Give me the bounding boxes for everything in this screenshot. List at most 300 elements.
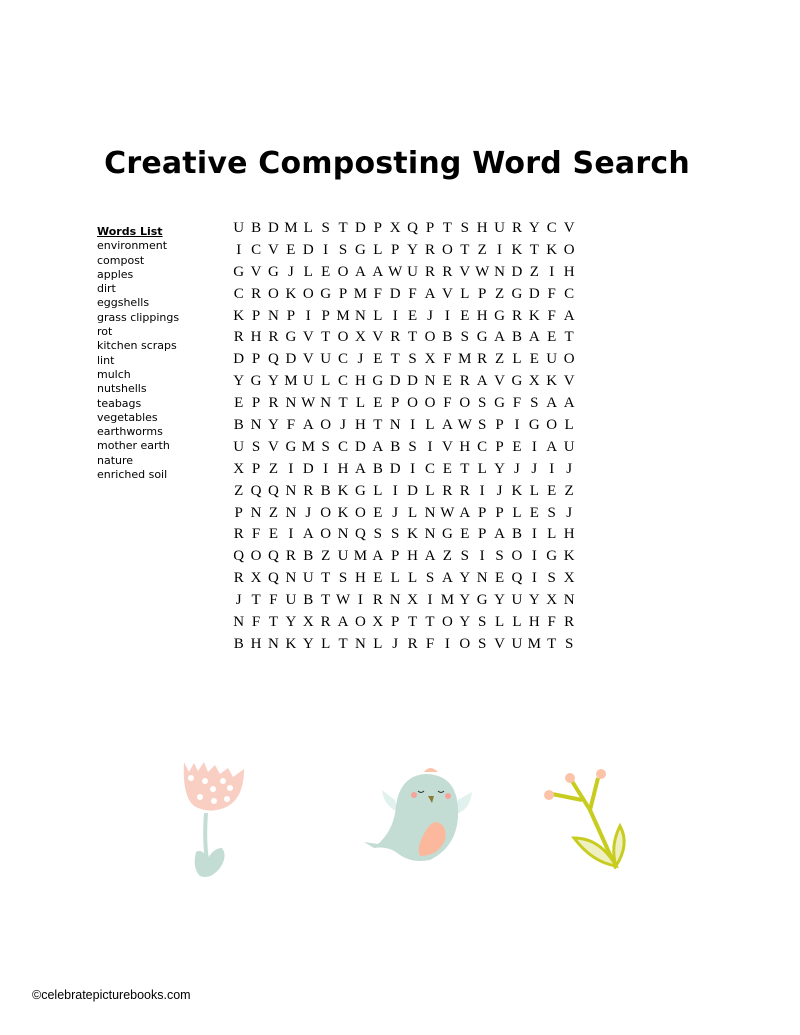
grid-letter: E — [268, 526, 279, 543]
grid-letter: S — [564, 635, 574, 652]
grid-letter: R — [390, 329, 401, 346]
grid-letter: R — [233, 329, 244, 346]
grid-letter: R — [251, 285, 262, 302]
grid-letter: X — [389, 220, 401, 236]
grid-letter: F — [425, 635, 435, 652]
grid-letter: U — [563, 438, 575, 455]
grid-letter: K — [285, 635, 297, 652]
grid-letter: H — [355, 373, 366, 390]
grid-letter: D — [389, 373, 401, 390]
grid-letter: K — [511, 241, 523, 258]
word-list-item: earthworms — [97, 425, 163, 439]
grid-letter: T — [338, 220, 348, 236]
grid-letter: T — [564, 329, 574, 346]
grid-letter: P — [495, 417, 504, 434]
grid-letter: O — [563, 351, 575, 368]
grid-letter: X — [424, 351, 436, 368]
grid-letter: N — [233, 614, 245, 631]
grid-letter: S — [460, 329, 469, 346]
grid-letter: P — [391, 614, 400, 631]
grid-letter: G — [494, 307, 505, 324]
grid-letter: I — [531, 526, 537, 543]
grid-letter: B — [303, 592, 314, 609]
grid-letter: S — [408, 351, 417, 368]
grid-letter: Z — [529, 263, 539, 280]
grid-letter: J — [305, 504, 312, 521]
grid-letter: X — [528, 373, 540, 390]
grid-letter: P — [251, 460, 261, 477]
grid-letter: S — [460, 548, 469, 565]
word-list-item: compost — [97, 253, 145, 267]
grid-letter: A — [546, 438, 558, 455]
word-list-item: lint — [97, 353, 115, 367]
grid-letter: H — [476, 220, 488, 236]
grid-letter: G — [476, 329, 488, 346]
grid-letter: R — [511, 220, 522, 236]
grid-letter: G — [250, 373, 262, 390]
grid-letter: N — [476, 570, 488, 587]
grid-letter: E — [408, 307, 418, 324]
grid-letter: A — [372, 548, 384, 565]
grid-letter: V — [372, 329, 384, 346]
grid-letter: O — [250, 548, 262, 565]
grid-letter: K — [528, 307, 540, 324]
grid-letter: V — [441, 285, 453, 302]
grid-letter: I — [288, 526, 294, 543]
grid-letter: I — [410, 417, 416, 434]
grid-letter: N — [285, 570, 297, 587]
grid-letter: L — [373, 482, 383, 499]
grid-letter: E — [286, 241, 296, 258]
grid-letter: F — [512, 395, 522, 412]
grid-letter: H — [250, 329, 262, 346]
grid-letter: Z — [268, 460, 279, 477]
grid-letter: R — [564, 614, 575, 631]
grid-letter: A — [459, 504, 471, 521]
grid-letter: S — [477, 417, 487, 434]
grid-letter: V — [459, 263, 471, 280]
grid-letter: F — [269, 592, 278, 609]
grid-letter: D — [302, 460, 314, 477]
copyright-footer: ©celebratepicturebooks.com — [32, 988, 191, 1002]
grid-letter: L — [512, 614, 522, 631]
grid-letter: C — [251, 241, 262, 258]
grid-letter: N — [389, 417, 401, 434]
grid-letter: O — [320, 504, 332, 521]
grid-letter: Q — [355, 526, 366, 543]
word-list-item: environment — [97, 239, 168, 253]
grid-letter: S — [477, 614, 487, 631]
grid-letter: U — [233, 220, 245, 236]
grid-letter: W — [301, 395, 316, 412]
grid-letter: Y — [494, 460, 505, 477]
tulip-icon — [184, 762, 244, 877]
grid-letter: Z — [268, 504, 279, 521]
grid-letter: X — [563, 570, 575, 587]
grid-letter: G — [285, 438, 297, 455]
grid-letter: N — [285, 482, 297, 499]
grid-letter: L — [373, 241, 383, 258]
grid-letter: P — [321, 307, 330, 324]
grid-letter: L — [303, 263, 313, 280]
grid-letter: Z — [564, 482, 574, 499]
grid-letter: M — [353, 285, 368, 302]
grid-letter: I — [497, 241, 503, 258]
grid-letter: U — [337, 548, 349, 565]
grid-letter: C — [477, 438, 488, 455]
grid-letter: L — [303, 220, 313, 236]
grid-letter: V — [441, 438, 453, 455]
grid-letter: E — [373, 504, 383, 521]
grid-letter: N — [268, 635, 279, 652]
grid-letter: N — [337, 526, 349, 543]
grid-letter: E — [460, 307, 470, 324]
grid-letter: T — [321, 329, 331, 346]
grid-letter: R — [424, 241, 435, 258]
grid-letter: B — [320, 482, 331, 499]
grid-letter: S — [477, 395, 487, 412]
grid-letter: D — [511, 263, 523, 280]
grid-letter: K — [337, 482, 349, 499]
grid-letter: X — [407, 592, 419, 609]
grid-letter: H — [476, 307, 488, 324]
grid-letter: H — [528, 614, 540, 631]
grid-letter: H — [459, 438, 471, 455]
grid-letter: I — [410, 460, 416, 477]
grid-letter: A — [441, 570, 453, 587]
grid-letter: G — [494, 395, 505, 412]
grid-letter: E — [460, 526, 470, 543]
grid-letter: S — [477, 635, 487, 652]
grid-letter: L — [355, 395, 366, 412]
grid-letter: E — [321, 263, 331, 280]
grid-letter: I — [444, 635, 450, 652]
grid-letter: Q — [268, 548, 279, 565]
grid-letter: V — [250, 263, 262, 280]
grid-letter: U — [494, 220, 505, 236]
grid-letter: T — [373, 417, 383, 434]
word-list-item: eggshells — [97, 296, 150, 310]
grid-letter: K — [546, 373, 558, 390]
word-list-item: mother earth — [97, 439, 170, 453]
grid-letter: X — [546, 592, 558, 609]
grid-letter: R — [459, 482, 470, 499]
grid-letter: T — [321, 570, 331, 587]
grid-letter: Q — [511, 570, 523, 587]
grid-letter: U — [511, 592, 523, 609]
grid-letter: P — [234, 504, 243, 521]
grid-letter: L — [564, 417, 574, 434]
grid-letter: I — [305, 307, 311, 324]
grid-letter: C — [546, 220, 557, 236]
grid-letter: C — [338, 373, 349, 390]
grid-letter: T — [442, 220, 452, 236]
grid-letter: I — [392, 482, 398, 499]
grid-letter: H — [563, 263, 575, 280]
grid-letter: K — [407, 526, 419, 543]
grid-letter: R — [303, 482, 314, 499]
grid-letter: V — [268, 241, 279, 258]
word-list-item: nutshells — [97, 382, 147, 396]
grid-letter: M — [284, 220, 298, 236]
grid-letter: S — [547, 570, 556, 587]
grid-letter: L — [512, 351, 522, 368]
grid-letter: A — [441, 417, 453, 434]
grid-letter: G — [285, 329, 297, 346]
grid-letter: P — [251, 307, 261, 324]
grid-letter: O — [424, 329, 436, 346]
grid-letter: Z — [477, 241, 487, 258]
grid-letter: X — [302, 614, 314, 631]
grid-letter: B — [233, 635, 244, 652]
grid-letter: O — [337, 329, 349, 346]
grid-letter: T — [338, 635, 348, 652]
grid-letter: U — [511, 635, 523, 652]
grid-letter: B — [511, 329, 522, 346]
grid-letter: E — [512, 438, 522, 455]
grid-letter: O — [459, 395, 471, 412]
grid-letter: T — [390, 351, 400, 368]
grid-letter: U — [302, 373, 314, 390]
grid-letter: O — [563, 241, 575, 258]
grid-letter: S — [547, 504, 556, 521]
grid-letter: Y — [459, 592, 471, 609]
grid-letter: T — [460, 460, 470, 477]
grid-letter: B — [511, 526, 522, 543]
grid-letter: G — [528, 417, 540, 434]
grid-letter: D — [285, 351, 297, 368]
grid-letter: E — [442, 460, 452, 477]
grid-letter: L — [390, 570, 400, 587]
sprig-icon — [544, 769, 624, 868]
grid-letter: T — [321, 592, 331, 609]
grid-letter: T — [547, 635, 557, 652]
grid-letter: V — [302, 351, 314, 368]
grid-letter: B — [372, 460, 383, 477]
grid-letter: I — [357, 592, 363, 609]
grid-letter: U — [233, 438, 245, 455]
grid-letter: P — [251, 351, 261, 368]
grid-letter: H — [355, 570, 366, 587]
grid-letter: P — [286, 307, 296, 324]
grid-letter: I — [427, 438, 433, 455]
grid-letter: L — [547, 526, 557, 543]
grid-letter: C — [338, 438, 349, 455]
grid-letter: R — [320, 614, 331, 631]
grid-letter: O — [407, 395, 419, 412]
grid-letter: K — [511, 482, 523, 499]
grid-letter: R — [268, 329, 279, 346]
grid-letter: E — [547, 482, 557, 499]
word-list-item: rot — [97, 325, 113, 339]
grid-letter: C — [564, 285, 575, 302]
word-list-item: grass clippings — [97, 310, 180, 324]
grid-letter: L — [373, 307, 383, 324]
grid-letter: T — [408, 329, 418, 346]
grid-letter: J — [566, 460, 573, 477]
grid-letter: A — [494, 526, 505, 543]
grid-letter: L — [425, 417, 435, 434]
grid-letter: X — [372, 614, 384, 631]
grid-letter: G — [320, 285, 332, 302]
grid-letter: P — [477, 526, 487, 543]
grid-letter: H — [250, 635, 262, 652]
grid-letter: W — [388, 263, 403, 280]
grid-letter: S — [373, 526, 382, 543]
grid-letter: Z — [234, 482, 244, 499]
grid-letter: T — [338, 395, 348, 412]
grid-letter: T — [251, 592, 261, 609]
grid-letter: J — [566, 504, 573, 521]
grid-letter: I — [288, 460, 294, 477]
grid-letter: K — [285, 285, 297, 302]
grid-letter: B — [233, 417, 244, 434]
grid-letter: L — [408, 570, 418, 587]
grid-letter: L — [373, 635, 383, 652]
grid-letter: L — [321, 373, 331, 390]
grid-letter: S — [425, 570, 435, 587]
grid-letter: E — [373, 351, 383, 368]
grid-letter: N — [494, 263, 505, 280]
grid-letter: N — [424, 526, 436, 543]
grid-letter: T — [460, 241, 470, 258]
grid-letter: V — [563, 373, 575, 390]
grid-letter: J — [392, 504, 399, 521]
grid-letter: E — [373, 395, 383, 412]
grid-letter: B — [442, 329, 453, 346]
grid-letter: P — [391, 241, 400, 258]
grid-letter: I — [323, 241, 329, 258]
grid-letter: E — [234, 395, 244, 412]
grid-letter: A — [494, 329, 505, 346]
grid-letter: C — [424, 460, 435, 477]
grid-letter: H — [407, 548, 419, 565]
grid-letter: O — [459, 635, 471, 652]
grid-letter: D — [355, 220, 366, 236]
grid-letter: C — [233, 285, 244, 302]
grid-letter: J — [427, 307, 433, 324]
grid-letter: N — [285, 395, 297, 412]
grid-letter: Y — [494, 592, 505, 609]
grid-letter: C — [338, 351, 349, 368]
grid-letter: F — [443, 395, 452, 412]
page-title: Creative Composting Word Search — [104, 146, 690, 181]
grid-letter: H — [355, 417, 366, 434]
grid-letter: V — [268, 438, 279, 455]
grid-letter: I — [427, 592, 433, 609]
grid-letter: T — [529, 241, 539, 258]
grid-letter: A — [372, 438, 384, 455]
grid-letter: R — [442, 482, 453, 499]
grid-letter: W — [335, 592, 351, 609]
grid-letter: F — [286, 417, 296, 434]
grid-letter: N — [355, 307, 366, 324]
grid-letter: O — [302, 285, 314, 302]
grid-letter: F — [547, 307, 556, 324]
grid-letter: J — [357, 351, 364, 368]
grid-letter: E — [442, 373, 452, 390]
grid-letter: I — [531, 570, 537, 587]
grid-letter: S — [321, 438, 330, 455]
grid-letter: L — [460, 285, 470, 302]
bird-icon — [364, 768, 472, 861]
grid-letter: S — [251, 438, 261, 455]
grid-letter: Y — [459, 570, 471, 587]
grid-letter: P — [338, 285, 348, 302]
grid-letter: J — [235, 592, 242, 609]
grid-letter: I — [479, 548, 485, 565]
grid-letter: N — [320, 395, 332, 412]
grid-letter: F — [251, 614, 261, 631]
grid-letter: A — [424, 285, 436, 302]
grid-letter: P — [477, 285, 487, 302]
grid-letter: Q — [268, 570, 279, 587]
grid-letter: G — [441, 526, 453, 543]
grid-letter: P — [495, 438, 504, 455]
grid-letter: N — [563, 592, 575, 609]
grid-letter: H — [563, 526, 575, 543]
grid-letter: A — [546, 395, 558, 412]
grid-letter: M — [336, 307, 350, 324]
grid-letter: J — [496, 482, 503, 499]
grid-letter: O — [355, 504, 366, 521]
grid-letter: G — [233, 263, 245, 280]
grid-letter: A — [302, 526, 314, 543]
grid-letter: Y — [528, 220, 540, 236]
grid-letter: V — [494, 373, 505, 390]
grid-letter: R — [285, 548, 296, 565]
grid-letter: I — [549, 460, 555, 477]
grid-letter: D — [389, 285, 401, 302]
grid-letter: D — [302, 241, 314, 258]
grid-letter: I — [323, 460, 329, 477]
grid-letter: S — [321, 220, 330, 236]
grid-letter: Z — [494, 285, 505, 302]
grid-letter: P — [251, 395, 261, 412]
grid-letter: F — [547, 285, 556, 302]
grid-letter: E — [494, 570, 505, 587]
grid-letter: O — [546, 417, 558, 434]
grid-letter: Y — [459, 614, 471, 631]
grid-letter: B — [390, 438, 401, 455]
grid-letter: K — [563, 548, 575, 565]
word-list-item: dirt — [97, 282, 116, 296]
grid-letter: U — [302, 570, 314, 587]
grid-letter: Q — [250, 482, 262, 499]
grid-letter: W — [457, 417, 472, 434]
grid-letter: S — [530, 395, 539, 412]
grid-letter: I — [479, 482, 485, 499]
grid-letter: I — [392, 307, 398, 324]
grid-letter: L — [477, 460, 487, 477]
grid-letter: X — [233, 460, 245, 477]
grid-letter: J — [340, 417, 346, 434]
grid-letter: A — [528, 329, 540, 346]
word-list-item: kitchen scraps — [97, 339, 177, 353]
grid-letter: N — [355, 635, 366, 652]
grid-letter: E — [547, 329, 557, 346]
grid-letter: N — [250, 504, 262, 521]
grid-letter: R — [268, 395, 279, 412]
grid-letter: O — [337, 263, 349, 280]
grid-letter: A — [355, 263, 366, 280]
grid-letter: I — [531, 438, 537, 455]
grid-letter: J — [287, 263, 294, 280]
grid-letter: D — [407, 482, 419, 499]
grid-letter: A — [372, 263, 384, 280]
grid-letter: Y — [268, 373, 279, 390]
grid-letter: R — [233, 570, 244, 587]
